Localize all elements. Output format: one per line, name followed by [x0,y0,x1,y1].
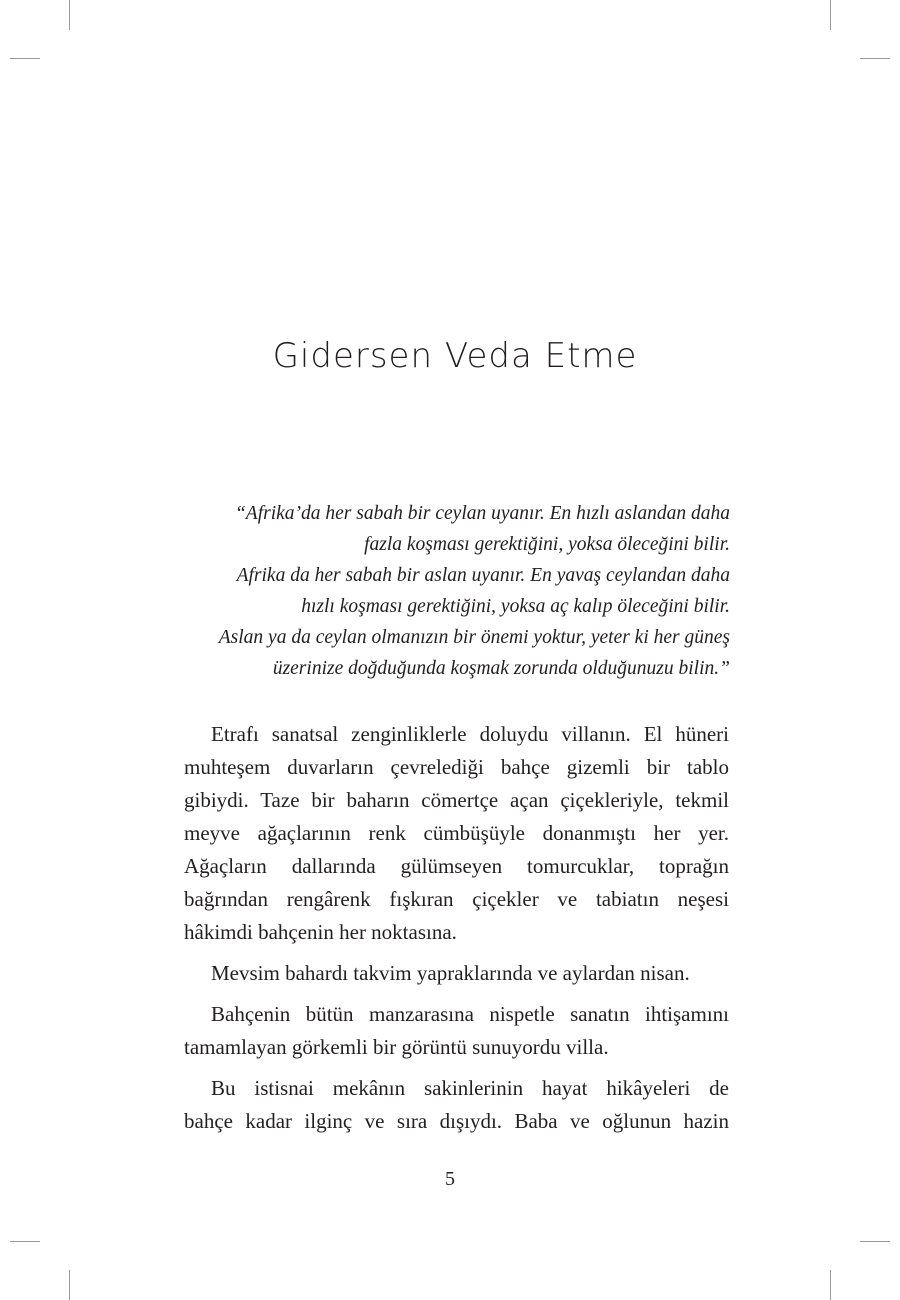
text-line: Etrafı sanatsal zenginliklerle doluydu villanın. El hüneri [211,722,729,746]
text-line: tamamlayan görkemli bir görüntü sunuyordu villa. [184,1035,609,1059]
crop-mark-left-lower [10,1241,40,1242]
text-line: bahçe kadar ilginç ve sıra dışıydı. Baba ve oğlunun hazin [184,1109,729,1133]
crop-mark-bottom-left [69,1270,70,1300]
text-line: gibiydi. Taze bir baharın cömertçe açan çiçekleriyle, tekmil [184,788,729,812]
crop-mark-top-right [830,0,831,30]
crop-mark-right-upper [860,58,890,59]
paragraph [184,998,729,1064]
text-line: Ağaçların dallarında gülümseyen tomurcuklar, toprağın [184,854,729,878]
epigraph-line: üzerinize doğduğunda koşmak zorunda olduğunuzu bilin.” [272,658,730,679]
text-line: Bahçenin bütün manzarasına nispetle sanatın ihtişamını [211,1002,729,1026]
crop-mark-bottom-right [830,1270,831,1300]
text-line: Bu istisnai mekânın sakinlerinin hayat hikâyeleri de [211,1076,729,1100]
chapter-title: Gidersen Veda Etme [272,336,638,376]
crop-mark-right-lower [860,1241,890,1242]
crop-mark-left-upper [10,58,40,59]
text-line: bağrından rengârenk fışkıran çiçekler ve tabiatın neşesi [184,887,729,911]
paragraph [184,1072,729,1138]
page-number: 5 [445,1168,455,1190]
epigraph-line: Aslan ya da ceylan olmanızın bir önemi yoktur, yeter ki her güneş [218,627,730,648]
text-line: meyve ağaçlarının renk cümbüşüyle donanmıştı her yer. [184,821,729,845]
paragraph [184,718,729,949]
epigraph [150,498,730,684]
text-line: Mevsim bahardı takvim yapraklarında ve aylardan nisan. [211,961,690,985]
epigraph-line: “Afrika’da her sabah bir ceylan uyanır. En hızlı aslandan daha [234,503,730,524]
epigraph-line: hızlı koşması gerektiğini, yoksa aç kalıp öleceğini bilir. [301,596,730,617]
text-line: muhteşem duvarların çevrelediği bahçe gizemli bir tablo [184,755,729,779]
paragraph [184,957,729,990]
body-text [184,718,729,1146]
text-line: hâkimdi bahçenin her noktasına. [184,920,457,944]
epigraph-line: fazla koşması gerektiğini, yoksa öleceğini bilir. [364,534,730,555]
crop-mark-top-left [69,0,70,30]
epigraph-line: Afrika da her sabah bir aslan uyanır. En yavaş ceylandan daha [236,565,730,586]
